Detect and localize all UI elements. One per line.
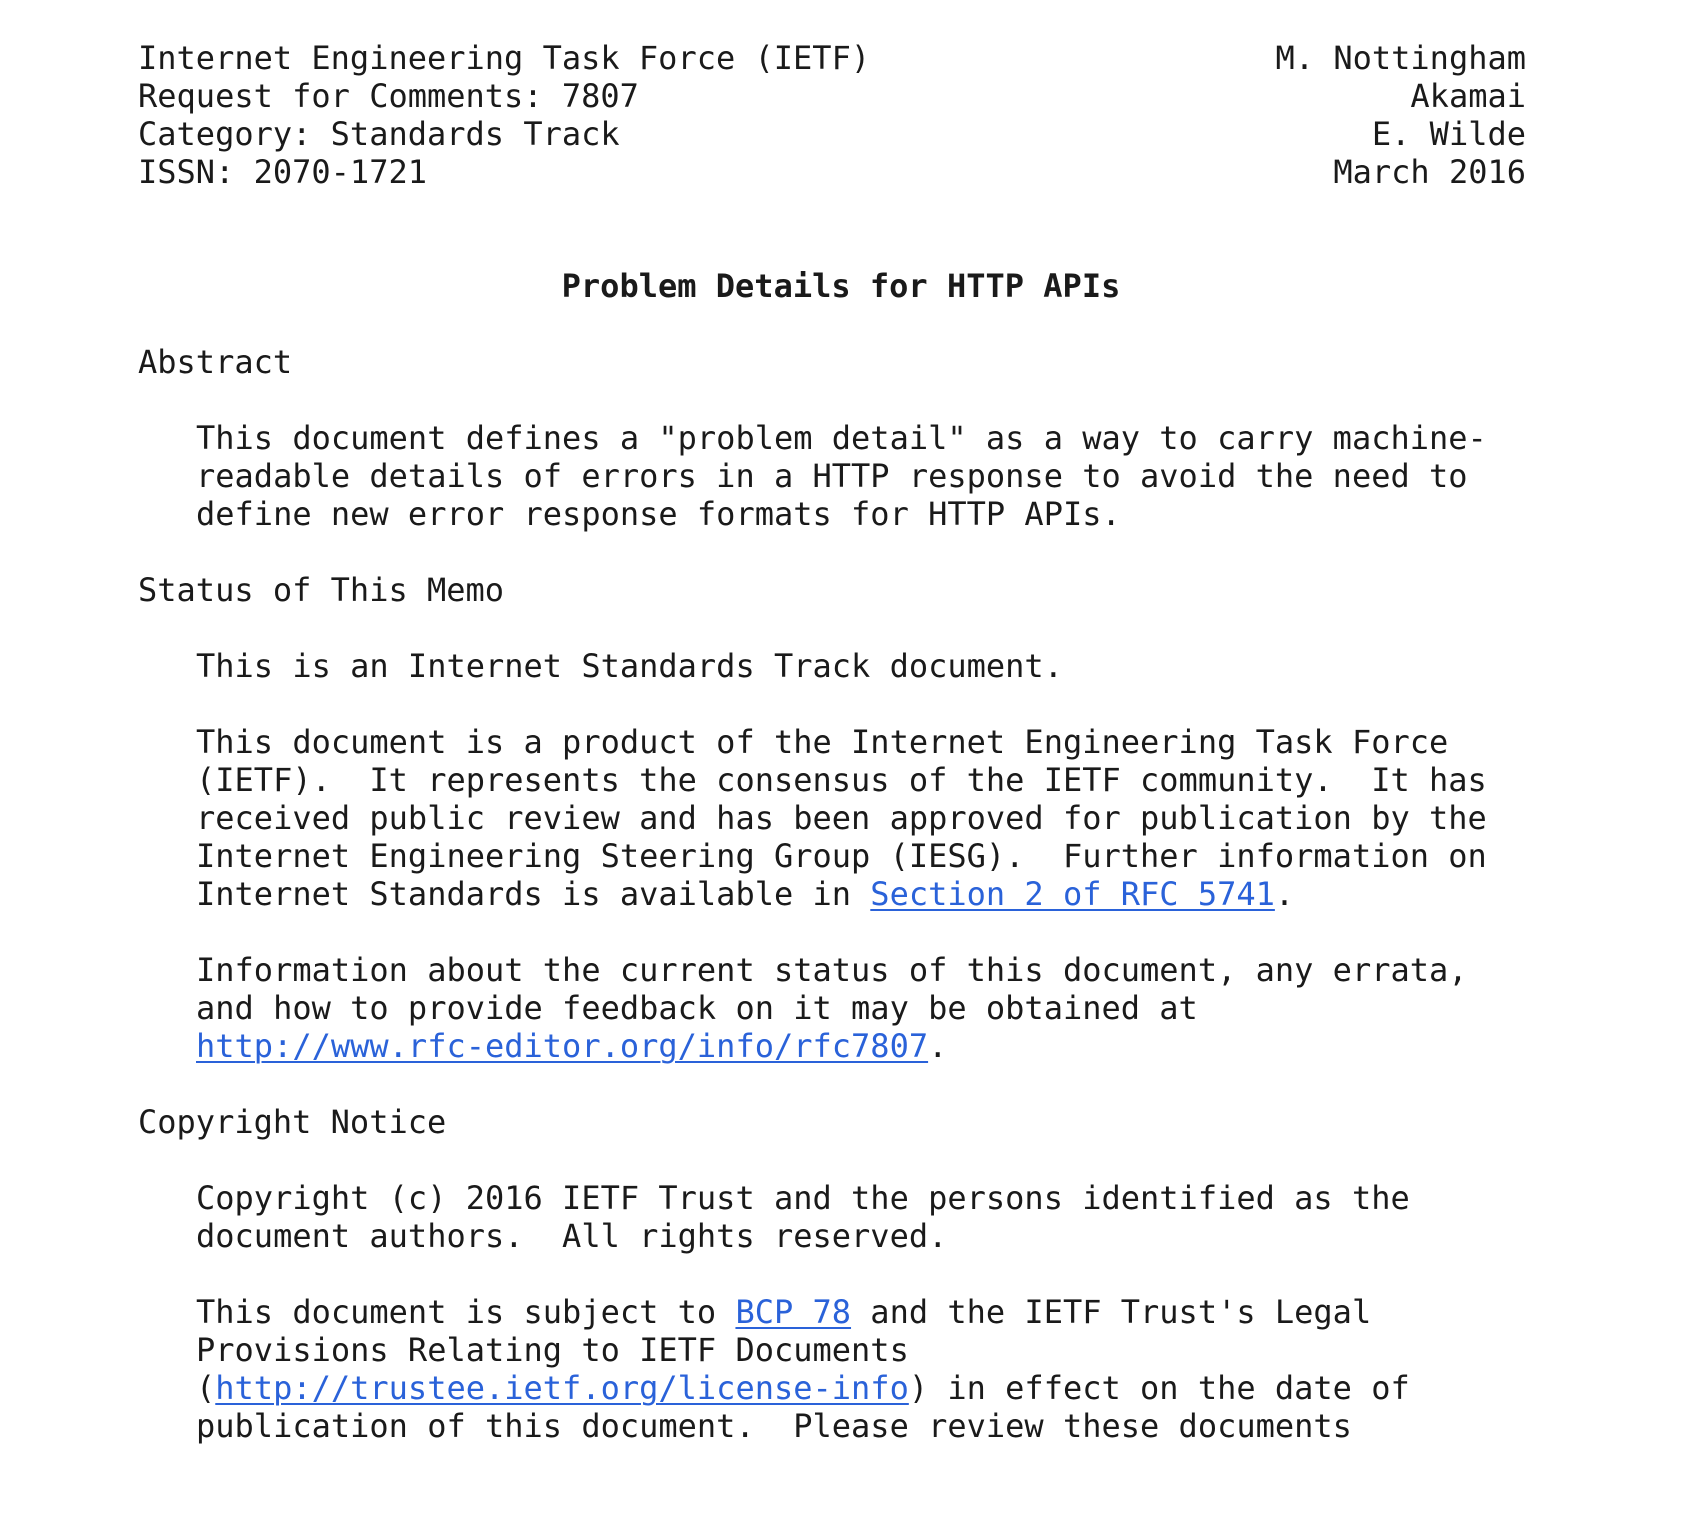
copyright-p1-line: document authors. All rights reserved. [196,1217,948,1255]
punctuation: ( [196,1369,216,1407]
header-org: Internet Engineering Task Force (IETF) [138,39,871,77]
copyright-p2-line-1 [196,1292,1371,1332]
status-p2-text: Internet Standards is available in [196,875,871,913]
copyright-text: and the IETF Trust's Legal [851,1293,1372,1331]
status-heading: Status of This Memo [138,571,505,609]
header-affiliation-1: Akamai [1410,77,1526,115]
status-p2-line: (IETF). It represents the consensus of the IETF community. It has [196,761,1487,799]
trustee-license-info-link[interactable]: http://trustee.ietf.org/license-info [215,1369,909,1407]
status-p3-line: and how to provide feedback on it may be obtained at [196,989,1198,1027]
copyright-p2-line-3 [196,1368,1410,1408]
punctuation: . [1274,875,1295,913]
status-p3-line: Information about the current status of this document, any errata, [196,951,1468,989]
abstract-heading: Abstract [138,343,293,381]
document-title: Problem Details for HTTP APIs [561,267,1121,305]
header-rfc-number: Request for Comments: 7807 [138,77,639,115]
abstract-line: readable details of errors in a HTTP response to avoid the need to [196,457,1468,495]
status-paragraph-1: This is an Internet Standards Track document. [196,647,1063,685]
header-issn: ISSN: 2070-1721 [138,153,427,191]
status-p2-last-line [196,874,1294,914]
copyright-text: This document is subject to [196,1293,736,1331]
copyright-p1-line: Copyright (c) 2016 IETF Trust and the persons identified as the [196,1179,1410,1217]
header-date: March 2016 [1333,153,1526,191]
rfc-editor-info-link[interactable]: http://www.rfc-editor.org/info/rfc7807 [196,1027,929,1065]
status-p3-link-line [196,1026,947,1066]
status-p2-line: received public review and has been approved for publication by the [196,799,1487,837]
bcp78-link[interactable]: BCP 78 [735,1293,852,1331]
header-author-2: E. Wilde [1371,115,1526,153]
rfc5741-section2-link[interactable]: Section 2 of RFC 5741 [870,875,1275,913]
abstract-line: define new error response formats for HTTP APIs. [196,495,1121,533]
header-author-1: M. Nottingham [1275,39,1526,77]
copyright-text: ) in effect on the date of [908,1369,1410,1407]
copyright-heading: Copyright Notice [138,1103,447,1141]
copyright-p2-line-4: publication of this document. Please review these documents [196,1407,1352,1445]
abstract-line: This document defines a "problem detail" as a way to carry machine- [196,419,1487,457]
copyright-p2-line-2: Provisions Relating to IETF Documents [196,1331,909,1369]
status-p2-line: Internet Engineering Steering Group (IESG). Further information on [196,837,1487,875]
header-category: Category: Standards Track [138,115,620,153]
status-p2-line: This document is a product of the Internet Engineering Task Force [196,723,1449,761]
punctuation: . [928,1027,948,1065]
